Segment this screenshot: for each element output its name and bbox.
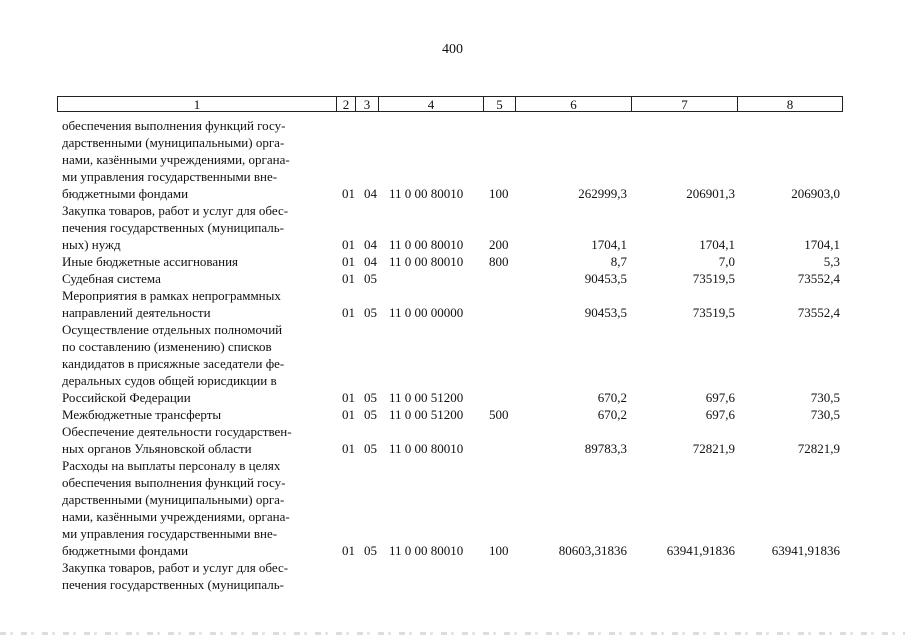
page-number: 400 — [442, 42, 463, 57]
description-line: Закупка товаров, работ и услуг для обес- — [62, 560, 289, 575]
table-row — [0, 457, 905, 559]
header-col-4: 4 — [378, 96, 484, 112]
description-line: обеспечения выполнения функций госу- — [62, 118, 286, 133]
description-line: печения государственных (муниципаль- — [62, 577, 285, 592]
table-header — [57, 96, 843, 112]
description-line: дарственными (муниципальными) орга- — [62, 492, 285, 507]
cell-target-article: 11 0 00 80010 — [389, 237, 464, 252]
cell-amount-col7: 697,6 — [705, 390, 735, 405]
cell-expense-type: 200 — [489, 237, 509, 252]
cell-razdel: 01 — [342, 186, 355, 201]
scan-artifact — [0, 632, 905, 635]
description-line: Обеспечение деятельности государствен- — [62, 424, 292, 439]
cell-target-article: 11 0 00 51200 — [389, 390, 464, 405]
cell-amount-col7: 72821,9 — [692, 441, 735, 456]
cell-razdel: 01 — [342, 543, 355, 558]
description-line: по составлению (изменению) списков — [62, 339, 272, 354]
table-row — [0, 423, 905, 457]
description-line: Расходы на выплаты персоналу в целях — [62, 458, 281, 473]
cell-amount-col6: 90453,5 — [584, 305, 627, 320]
cell-target-article: 11 0 00 00000 — [389, 305, 464, 320]
description-line: Закупка товаров, работ и услуг для обес- — [62, 203, 289, 218]
description-line: печения государственных (муниципаль- — [62, 220, 285, 235]
description-line: нами, казёнными учреждениями, органа- — [62, 152, 290, 167]
description-line: Осуществление отдельных полномочий — [62, 322, 283, 337]
cell-amount-col6: 670,2 — [597, 407, 627, 422]
row-description — [62, 406, 332, 423]
row-description — [62, 321, 332, 406]
table-row — [0, 117, 905, 202]
table-row — [0, 287, 905, 321]
cell-expense-type: 800 — [489, 254, 509, 269]
table-row — [0, 559, 905, 593]
row-description — [62, 270, 332, 287]
cell-razdel: 01 — [342, 254, 355, 269]
cell-amount-col7: 73519,5 — [692, 271, 735, 286]
description-line: ми управления государственными вне- — [62, 169, 278, 184]
row-description — [62, 202, 332, 253]
cell-expense-type: 100 — [489, 543, 509, 558]
row-description — [62, 253, 332, 270]
cell-target-article: 11 0 00 80010 — [389, 441, 464, 456]
cell-razdel: 01 — [342, 237, 355, 252]
cell-amount-col6: 670,2 — [597, 390, 627, 405]
description-line: Мероприятия в рамках непрограммных — [62, 288, 281, 303]
cell-amount-col8: 1704,1 — [804, 237, 840, 252]
cell-amount-col6: 8,7 — [610, 254, 627, 269]
description-line: кандидатов в присяжные заседатели фе- — [62, 356, 285, 371]
cell-target-article: 11 0 00 51200 — [389, 407, 464, 422]
cell-amount-col8: 73552,4 — [797, 305, 840, 320]
cell-amount-col7: 206901,3 — [686, 186, 735, 201]
cell-razdel: 01 — [342, 271, 355, 286]
cell-podrazdel: 04 — [364, 186, 377, 201]
description-line: направлений деятельности — [62, 305, 211, 320]
cell-podrazdel: 05 — [364, 407, 377, 422]
row-description — [62, 287, 332, 321]
cell-amount-col7: 7,0 — [718, 254, 735, 269]
table-row — [0, 321, 905, 406]
description-line: Судебная система — [62, 271, 161, 286]
row-description — [62, 457, 332, 559]
cell-podrazdel: 05 — [364, 271, 377, 286]
cell-podrazdel: 04 — [364, 237, 377, 252]
header-col-6: 6 — [515, 96, 632, 112]
cell-amount-col8: 730,5 — [810, 390, 840, 405]
cell-amount-col8: 63941,91836 — [771, 543, 840, 558]
header-col-1: 1 — [57, 96, 337, 112]
cell-amount-col8: 5,3 — [823, 254, 840, 269]
table-row — [0, 270, 905, 287]
description-line: ми управления государственными вне- — [62, 526, 278, 541]
cell-podrazdel: 05 — [364, 305, 377, 320]
cell-razdel: 01 — [342, 305, 355, 320]
cell-podrazdel: 04 — [364, 254, 377, 269]
header-col-2: 2 — [336, 96, 356, 112]
cell-amount-col6: 90453,5 — [584, 271, 627, 286]
description-line: Межбюджетные трансферты — [62, 407, 222, 422]
row-description — [62, 423, 332, 457]
description-line: Российской Федерации — [62, 390, 191, 405]
description-line: деральных судов общей юрисдикции в — [62, 373, 277, 388]
cell-amount-col6: 1704,1 — [591, 237, 627, 252]
description-line: дарственными (муниципальными) орга- — [62, 135, 285, 150]
description-line: ных органов Ульяновской области — [62, 441, 252, 456]
table-row — [0, 253, 905, 270]
cell-amount-col7: 63941,91836 — [666, 543, 735, 558]
cell-amount-col8: 73552,4 — [797, 271, 840, 286]
cell-razdel: 01 — [342, 407, 355, 422]
cell-target-article: 11 0 00 80010 — [389, 186, 464, 201]
row-description — [62, 117, 332, 202]
description-line: Иные бюджетные ассигнования — [62, 254, 239, 269]
description-line: ных) нужд — [62, 237, 121, 252]
description-line: нами, казёнными учреждениями, органа- — [62, 509, 290, 524]
cell-amount-col6: 80603,31836 — [558, 543, 627, 558]
header-col-8: 8 — [737, 96, 843, 112]
cell-target-article: 11 0 00 80010 — [389, 543, 464, 558]
description-line: бюджетными фондами — [62, 186, 189, 201]
cell-podrazdel: 05 — [364, 543, 377, 558]
cell-podrazdel: 05 — [364, 390, 377, 405]
cell-amount-col7: 1704,1 — [699, 237, 735, 252]
cell-amount-col7: 697,6 — [705, 407, 735, 422]
cell-amount-col7: 73519,5 — [692, 305, 735, 320]
cell-amount-col6: 89783,3 — [584, 441, 627, 456]
cell-razdel: 01 — [342, 390, 355, 405]
description-line: бюджетными фондами — [62, 543, 189, 558]
cell-expense-type: 100 — [489, 186, 509, 201]
cell-razdel: 01 — [342, 441, 355, 456]
cell-amount-col8: 206903,0 — [791, 186, 840, 201]
description-line: обеспечения выполнения функций госу- — [62, 475, 286, 490]
cell-podrazdel: 05 — [364, 441, 377, 456]
cell-amount-col8: 72821,9 — [797, 441, 840, 456]
cell-amount-col6: 262999,3 — [578, 186, 627, 201]
cell-amount-col8: 730,5 — [810, 407, 840, 422]
cell-expense-type: 500 — [489, 407, 509, 422]
table-row — [0, 406, 905, 423]
table-row — [0, 202, 905, 253]
header-col-3: 3 — [355, 96, 379, 112]
cell-target-article: 11 0 00 80010 — [389, 254, 464, 269]
header-col-5: 5 — [483, 96, 516, 112]
header-col-7: 7 — [631, 96, 738, 112]
row-description — [62, 559, 332, 593]
